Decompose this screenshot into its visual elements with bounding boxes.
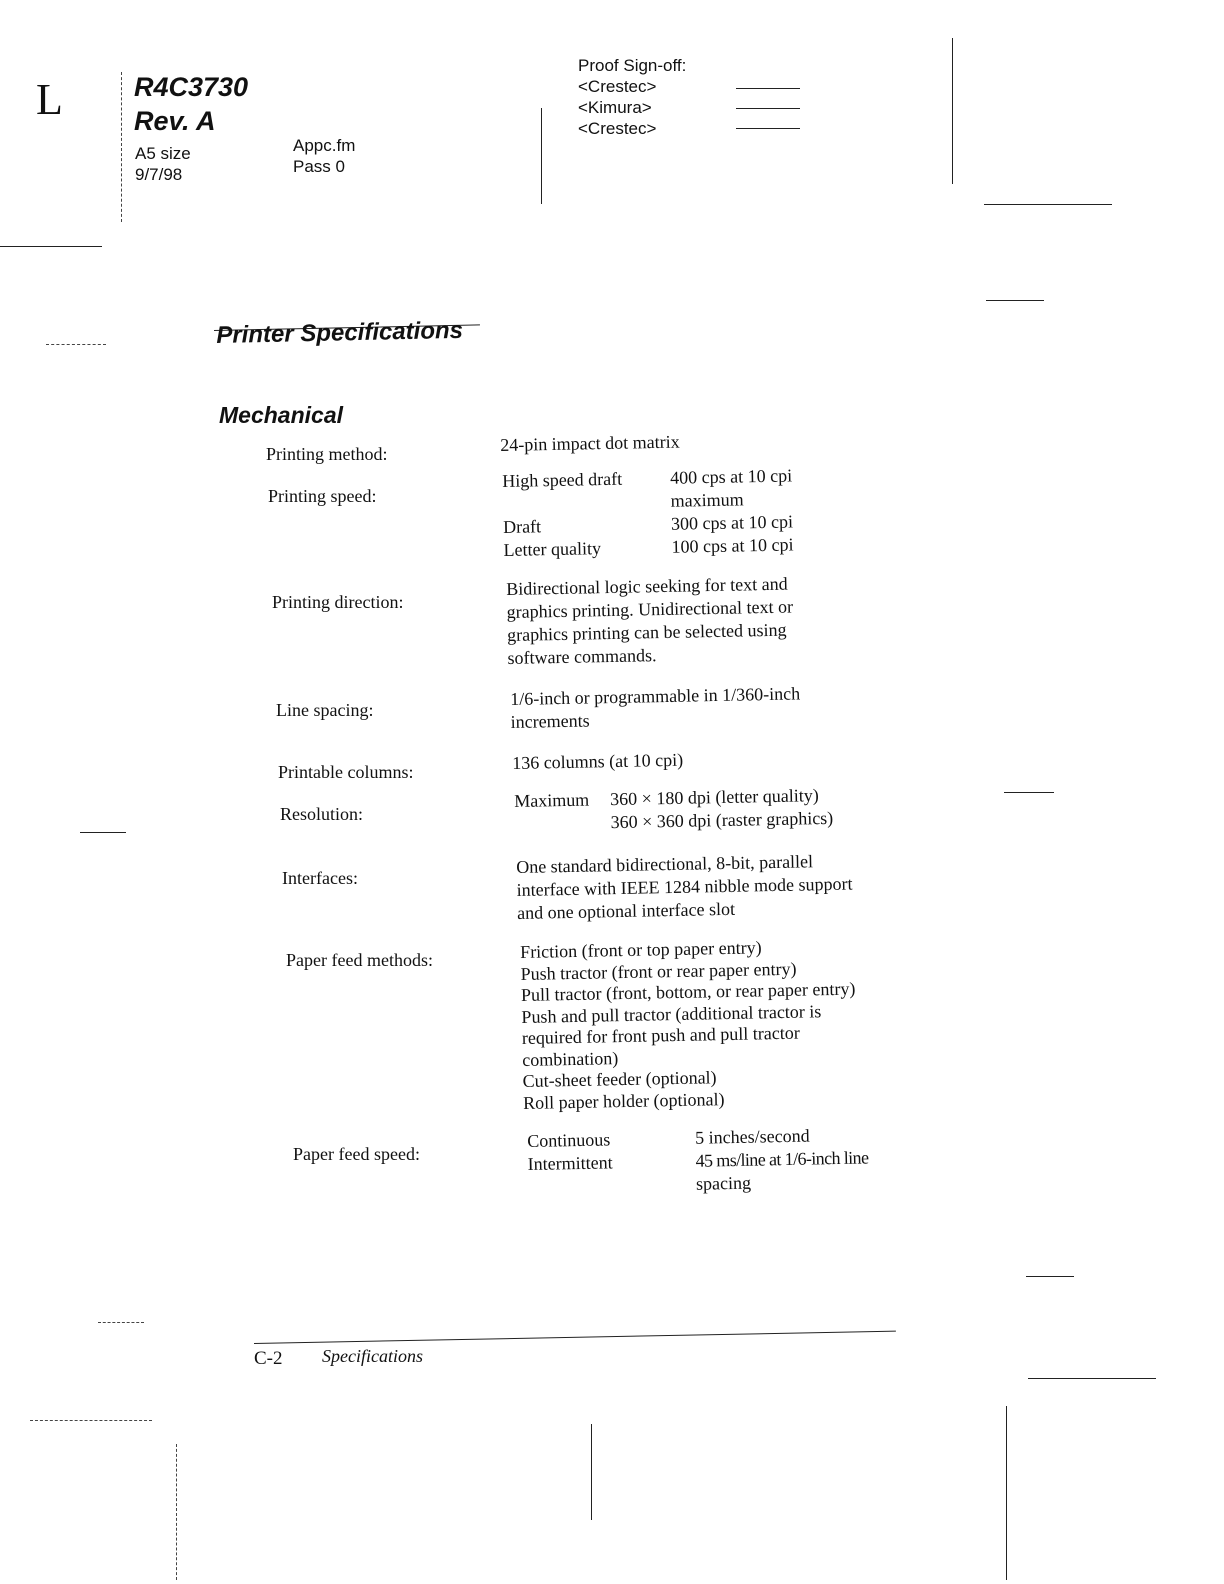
proofer-1: <Crestec> xyxy=(578,77,657,96)
resolution-mode: Maximum xyxy=(514,789,590,811)
speed-mode: High speed draft xyxy=(502,468,623,491)
resolution-value: 360 × 180 dpi (letter quality) xyxy=(610,785,819,810)
text-line: software commands. xyxy=(507,645,657,668)
crop-mark xyxy=(984,204,1112,205)
footer-rule xyxy=(254,1331,896,1344)
resolution-table xyxy=(514,783,871,836)
text-line: graphics printing can be selected using xyxy=(506,619,787,645)
crop-mark xyxy=(952,38,953,184)
spec-label: Printing speed: xyxy=(268,486,377,506)
speed-value: 400 cps at 10 cpi xyxy=(669,465,793,488)
crop-mark xyxy=(30,1420,152,1421)
text-line: Roll paper holder (optional) xyxy=(522,1088,725,1113)
spec-label: Interfaces: xyxy=(282,868,358,888)
spec-label: Printing method: xyxy=(266,444,388,464)
proofer-2: <Kimura> xyxy=(578,98,652,117)
spec-label: Paper feed speed: xyxy=(293,1144,420,1164)
text-line: One standard bidirectional, 8-bit, parallel xyxy=(516,851,814,877)
spec-value: 24-pin impact dot matrix xyxy=(500,431,680,455)
file-info xyxy=(293,135,355,177)
spec-label: Printing direction: xyxy=(272,592,404,612)
page-title: Printer Specifications xyxy=(216,316,464,349)
speed-value: 300 cps at 10 cpi xyxy=(670,511,794,534)
crop-mark xyxy=(986,300,1044,301)
spec-label: Printable columns: xyxy=(278,762,414,782)
feed-speed: 5 inches/second xyxy=(694,1125,810,1148)
page-size: A5 size xyxy=(135,144,191,163)
feed-mode: Continuous xyxy=(527,1129,611,1151)
crop-mark xyxy=(121,72,122,222)
text-line: Push and pull tractor (additional tractor is xyxy=(521,1000,822,1027)
spec-label: Paper feed methods: xyxy=(286,950,433,970)
text-line: 1/6-inch or programmable in 1/360-inch xyxy=(510,683,801,709)
crop-mark xyxy=(541,108,542,204)
file-name: Appc.fm xyxy=(293,136,356,155)
crop-mark xyxy=(1026,1276,1074,1277)
revision: Rev. A xyxy=(134,106,216,136)
text-line: Push tractor (front or rear paper entry) xyxy=(520,958,797,984)
text-line: graphics printing. Unidirectional text or xyxy=(506,596,794,622)
speed-table xyxy=(502,463,872,562)
feed-mode: Intermittent xyxy=(527,1152,613,1174)
proof-title: Proof Sign-off: xyxy=(578,56,687,75)
crop-mark xyxy=(591,1424,592,1520)
spec-label: Resolution: xyxy=(280,804,364,824)
proof-signoff xyxy=(578,55,686,139)
corner-mark: L xyxy=(36,75,63,124)
crop-mark xyxy=(176,1444,177,1580)
feed-note: spacing xyxy=(695,1172,752,1194)
signature-line xyxy=(736,128,800,129)
text-line: combination) xyxy=(522,1047,619,1070)
signature-line xyxy=(736,88,800,89)
crop-mark xyxy=(0,246,102,247)
text-line: increments xyxy=(510,710,590,732)
resolution-value: 360 × 360 dpi (raster graphics) xyxy=(610,807,834,833)
document-code-text: R4C3730 xyxy=(134,72,249,102)
spec-label: Line spacing: xyxy=(276,700,374,720)
feed-speed-table xyxy=(527,1123,896,1199)
feed-speed: 45 ms/line at 1/6-inch line xyxy=(695,1147,869,1171)
proofer-3: <Crestec> xyxy=(578,119,657,138)
section-title: Mechanical xyxy=(219,402,343,428)
crop-mark xyxy=(1028,1378,1156,1379)
doc-date: 9/7/98 xyxy=(135,165,183,184)
text-line: Cut-sheet feeder (optional) xyxy=(522,1067,717,1091)
speed-note: maximum xyxy=(670,489,744,511)
document-code xyxy=(134,70,248,138)
crop-mark xyxy=(98,1322,144,1323)
text-line: Pull tractor (front, bottom, or rear paper entry) xyxy=(520,978,856,1005)
speed-mode: Letter quality xyxy=(503,538,602,560)
speed-mode: Draft xyxy=(502,516,542,537)
crop-mark xyxy=(80,832,126,833)
crop-mark xyxy=(46,344,106,345)
size-and-date xyxy=(135,143,191,185)
text-line: required for front push and pull tractor xyxy=(521,1022,800,1048)
text-line: Friction (front or top paper entry) xyxy=(520,937,762,962)
pass-number: Pass 0 xyxy=(293,157,345,176)
spec-value xyxy=(506,573,794,670)
text-line: and one optional interface slot xyxy=(516,898,736,923)
speed-value: 100 cps at 10 cpi xyxy=(671,534,794,557)
footer-section: Specifications xyxy=(322,1346,423,1366)
footer-page-number: C-2 xyxy=(254,1348,283,1369)
crop-mark xyxy=(1004,792,1054,793)
spec-value xyxy=(520,936,858,1114)
crop-mark xyxy=(1006,1406,1007,1580)
spec-value xyxy=(510,682,801,734)
spec-value: 136 columns (at 10 cpi) xyxy=(512,749,684,773)
text-line: interface with IEEE 1284 nibble mode support xyxy=(516,873,853,900)
text-line: Bidirectional logic seeking for text and xyxy=(506,573,788,599)
spec-value xyxy=(516,850,853,925)
signature-line xyxy=(736,108,800,109)
